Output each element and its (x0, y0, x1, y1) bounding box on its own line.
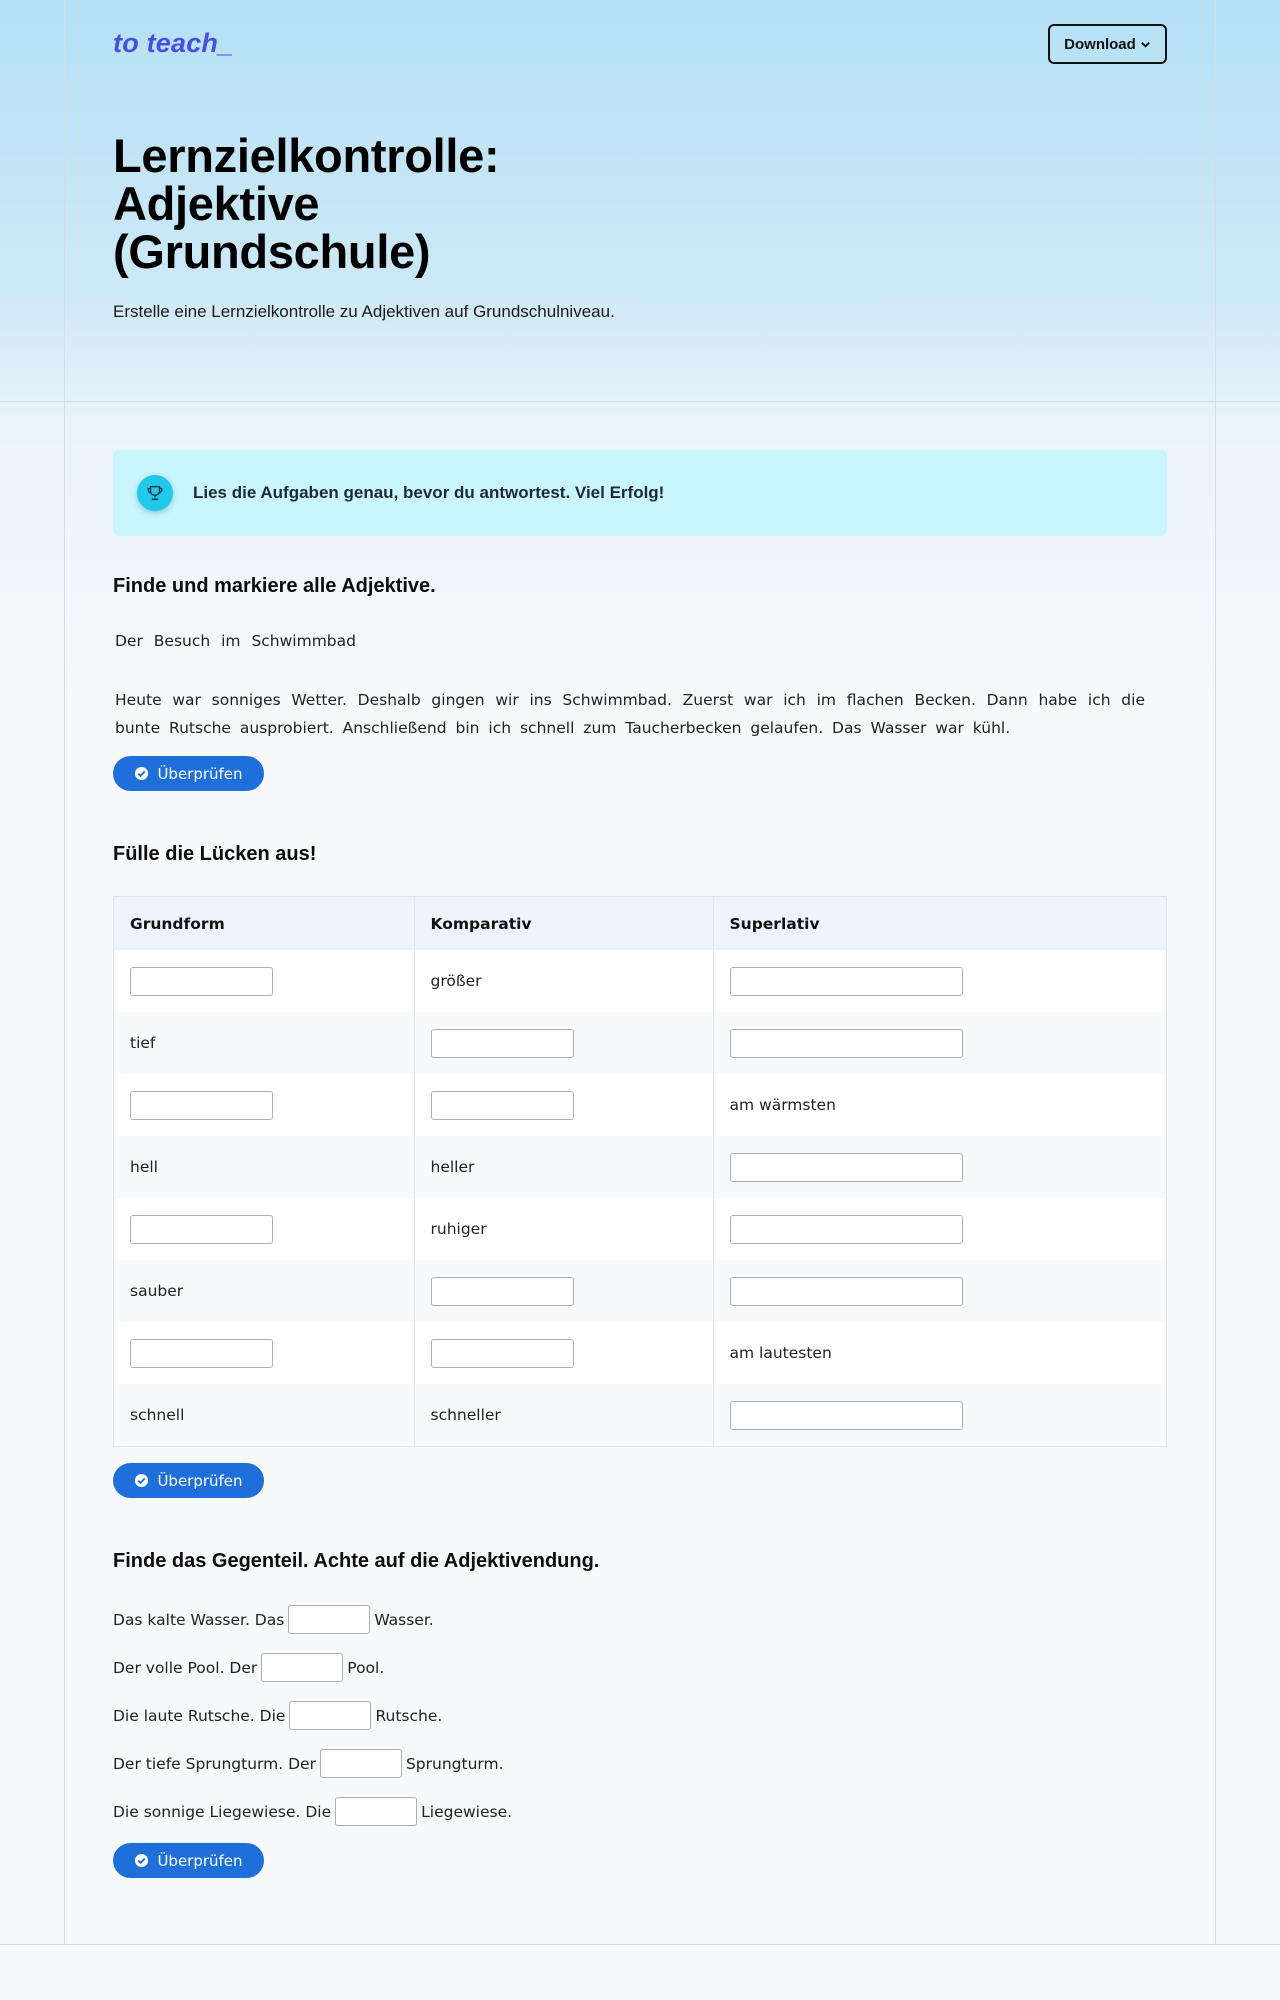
grundform-cell: schnell (114, 1384, 414, 1446)
table-row (114, 1074, 1166, 1136)
opposite-item (113, 1797, 512, 1826)
check-circle-icon (134, 766, 149, 781)
komparativ-cell: ruhiger (414, 1198, 713, 1260)
grundform-input[interactable] (130, 1091, 273, 1120)
page-subtitle: Erstelle eine Lernzielkontrolle zu Adjektiven auf Grundschulniveau. (113, 302, 615, 321)
table-row (114, 1322, 1166, 1384)
check-label: Überprüfen (157, 1851, 243, 1870)
komparativ-cell: größer (414, 950, 713, 1012)
check-button-3[interactable] (113, 1843, 264, 1878)
hero (113, 129, 633, 326)
header-komparativ: Komparativ (414, 897, 713, 950)
chevron-down-icon (1140, 39, 1151, 50)
komparativ-cell: heller (414, 1136, 713, 1198)
opposite-sentence: Die sonnige Liegewiese. Die (113, 1802, 332, 1821)
download-label: Download (1064, 35, 1136, 53)
opposite-sentence: Der volle Pool. Der (113, 1658, 258, 1677)
download-button[interactable] (1048, 24, 1167, 64)
opposite-input[interactable] (320, 1749, 402, 1778)
opposite-sentence: Der tiefe Sprungturm. Der (113, 1754, 316, 1773)
komparativ-input[interactable] (431, 1277, 574, 1306)
superlativ-cell: am lautesten (713, 1322, 1166, 1384)
check-button-2[interactable] (113, 1463, 264, 1498)
opposite-after: Rutsche. (375, 1706, 443, 1725)
superlativ-input[interactable] (730, 1029, 963, 1058)
logo[interactable]: to teach_ (113, 28, 234, 58)
grundform-cell: hell (114, 1136, 414, 1198)
komparativ-input[interactable] (431, 1091, 574, 1120)
opposite-item (113, 1701, 442, 1730)
check-label: Überprüfen (157, 764, 243, 783)
grundform-input[interactable] (130, 967, 273, 996)
superlativ-input[interactable] (730, 967, 963, 996)
notice-text: Lies die Aufgaben genau, bevor du antwortest. Viel Erfolg! (193, 483, 665, 502)
comparison-table (113, 896, 1167, 1447)
header-superlativ: Superlativ (713, 897, 1166, 950)
table-row (114, 1260, 1166, 1322)
story-text[interactable]: Heute war sonniges Wetter. Deshalb gingen wir ins Schwimmbad. Zuerst war ich im flachen Becken. Dann habe ich die bunte Rutsche ausprobiert. Anschließend bin ich schnell zum Taucherbecken gelaufen. Das Wasser war kühl. (115, 691, 1145, 737)
check-circle-icon (134, 1853, 149, 1868)
superlativ-input[interactable] (730, 1153, 963, 1182)
superlativ-input[interactable] (730, 1215, 963, 1244)
page-title: Lernzielkontrolle: Adjektive (Grundschule) (113, 129, 500, 278)
site-header (113, 28, 1167, 64)
komparativ-input[interactable] (431, 1029, 574, 1058)
section2-title: Fülle die Lücken aus! (113, 843, 317, 865)
opposite-after: Wasser. (374, 1610, 434, 1629)
opposite-input[interactable] (288, 1605, 370, 1634)
komparativ-input[interactable] (431, 1339, 574, 1368)
opposite-item (113, 1605, 434, 1634)
opposite-item (113, 1653, 384, 1682)
check-button-1[interactable] (113, 756, 264, 791)
table-row (114, 950, 1166, 1012)
opposite-after: Sprungturm. (405, 1754, 504, 1773)
check-circle-icon (134, 1473, 149, 1488)
opposite-input[interactable] (261, 1653, 343, 1682)
superlativ-input[interactable] (730, 1401, 963, 1430)
grundform-cell: sauber (114, 1260, 414, 1322)
superlativ-cell: am wärmsten (713, 1074, 1166, 1136)
section3-title: Finde das Gegenteil. Achte auf die Adjektivendung. (113, 1550, 600, 1572)
superlativ-input[interactable] (730, 1277, 963, 1306)
trophy-icon (137, 475, 173, 511)
check-label: Überprüfen (157, 1471, 243, 1490)
table-row (114, 1198, 1166, 1260)
opposite-sentence: Die laute Rutsche. Die (113, 1706, 286, 1725)
frame-line-right (1215, 0, 1216, 1945)
opposite-after: Liegewiese. (421, 1802, 513, 1821)
footer-divider (0, 1944, 1280, 1945)
opposite-input[interactable] (289, 1701, 371, 1730)
opposite-item (113, 1749, 504, 1778)
opposite-after: Pool. (347, 1658, 385, 1677)
notice-banner (113, 450, 1167, 536)
story-title[interactable]: Der Besuch im Schwimmbad (115, 632, 356, 650)
table-row (114, 1384, 1166, 1446)
grundform-input[interactable] (130, 1215, 273, 1244)
opposite-sentence: Das kalte Wasser. Das (113, 1610, 285, 1629)
komparativ-cell: schneller (414, 1384, 713, 1446)
header-grundform: Grundform (114, 897, 414, 950)
hero-divider (0, 401, 1280, 402)
frame-line-left (64, 0, 65, 1945)
opposite-input[interactable] (335, 1797, 417, 1826)
table-row (114, 1136, 1166, 1198)
section1-title: Finde und markiere alle Adjektive. (113, 575, 436, 597)
table-row (114, 1012, 1166, 1074)
grundform-cell: tief (114, 1012, 414, 1074)
grundform-input[interactable] (130, 1339, 273, 1368)
